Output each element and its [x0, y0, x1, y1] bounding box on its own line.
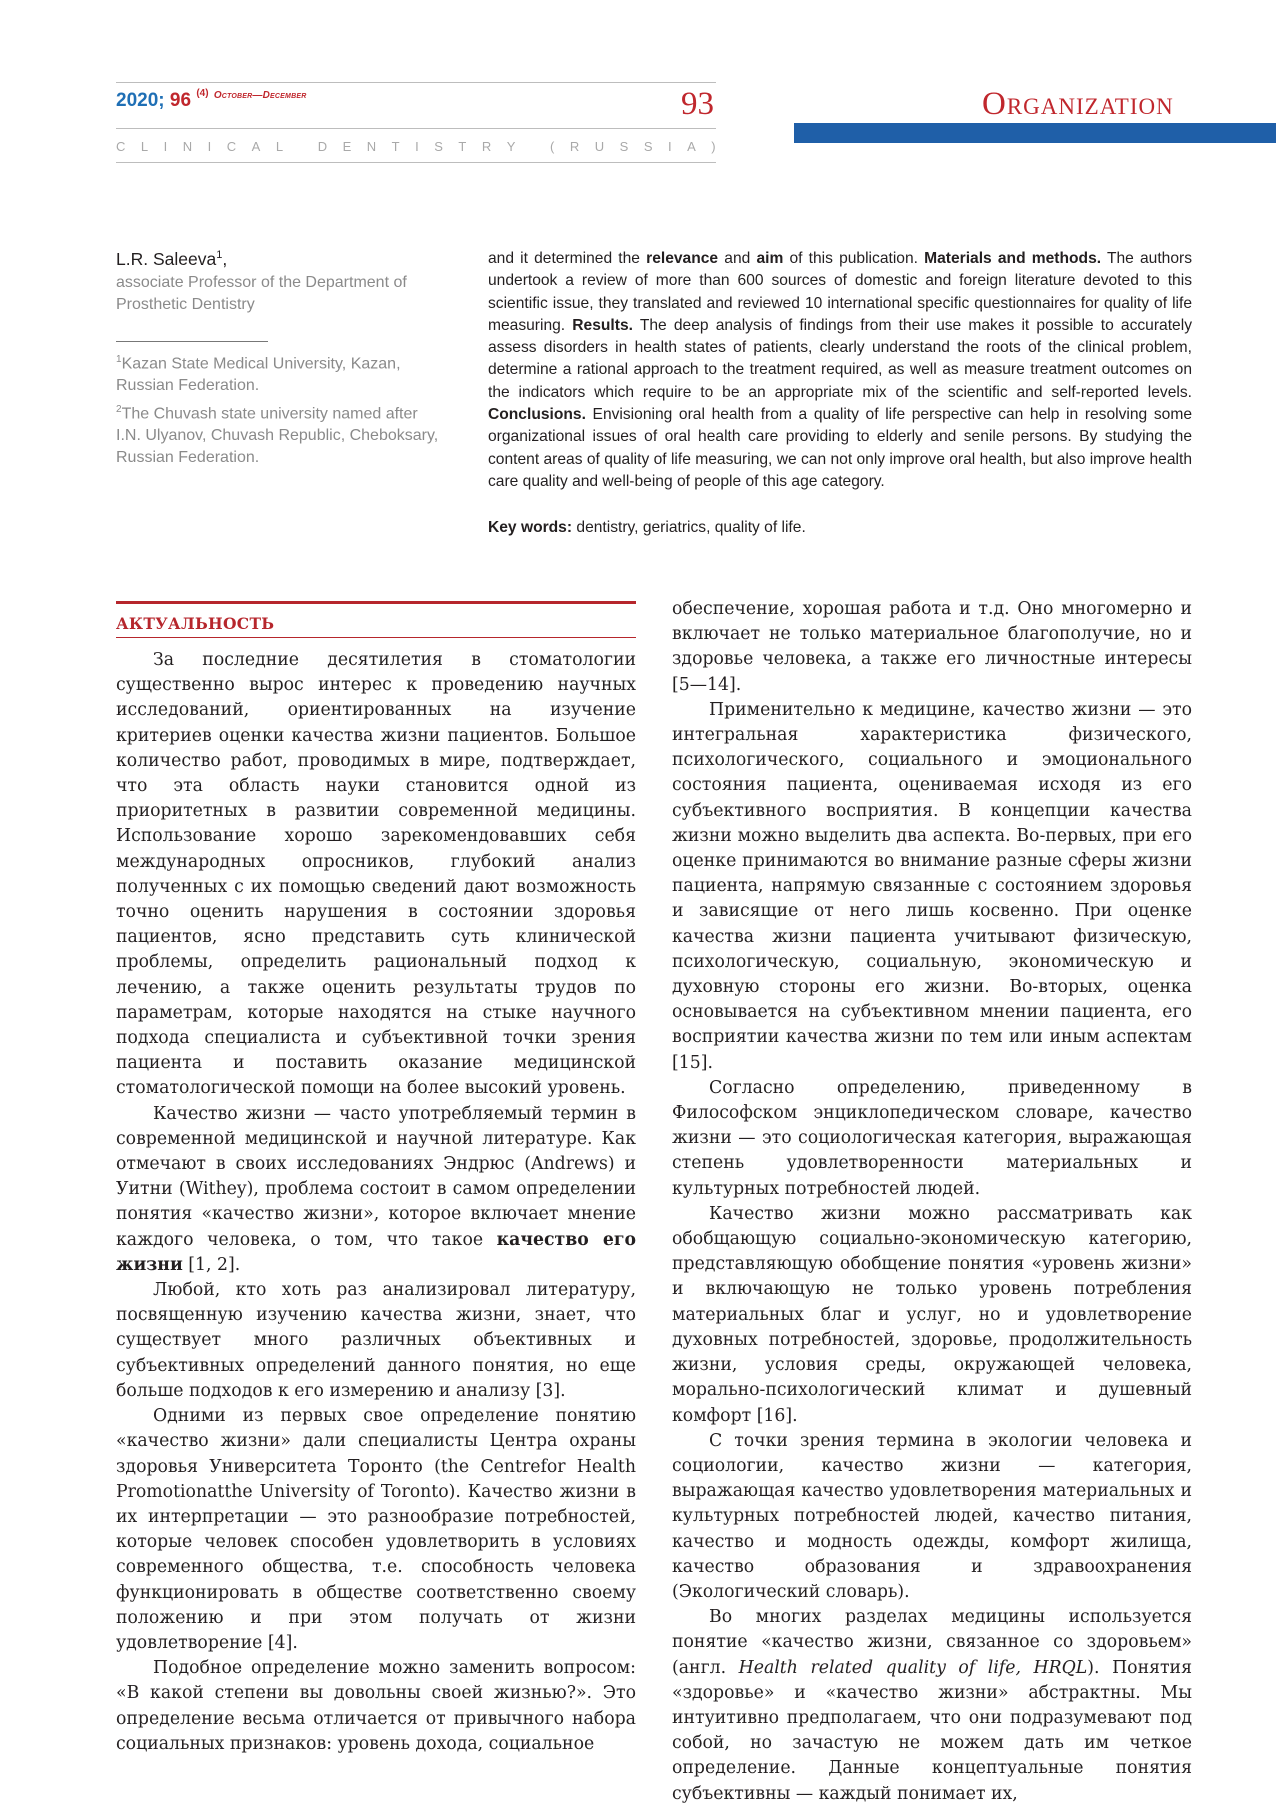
paragraph-continued: обеспечение, хорошая работа и т.д. Оно многомерно и включает не только материальное благополучие, но и здоровье человека, а также его личностные интересы [5—14]. — [672, 599, 1192, 695]
affiliation-2 — [116, 399, 446, 469]
journal-letter — [299, 139, 303, 154]
keywords — [488, 519, 806, 537]
section-color-bar — [794, 123, 1276, 143]
abstract-text: of this publication. — [783, 250, 925, 267]
journal-letter: ) — [711, 139, 716, 154]
journal-letter: L — [140, 139, 149, 154]
paragraph-text: ). Понятия «здоровье» и «качество жизни» абстрактны. Мы интуитивно предполагаем, что они подразумевают под собой, но зачастую не можем дать им четкое определение. Данные концептуальные понятия субъективны — каждый понимает их, — [672, 1657, 1192, 1804]
journal-letter: E — [342, 139, 352, 154]
paragraph-emphasis: качество его жизни — [116, 1229, 636, 1275]
abstract-bold: relevance — [646, 250, 719, 267]
affiliation-2-text: The Chuvash state university named after I.N. Ulyanov, Chuvash Republic, Cheboksary, Russian Federation. — [116, 405, 439, 467]
journal-letter: D — [317, 139, 328, 154]
journal-letter: S — [434, 139, 443, 154]
affiliation-1-sup: 1 — [116, 354, 122, 365]
body-column-left — [116, 648, 636, 1757]
issue-volume: 96 — [169, 90, 192, 111]
author-name-text: L.R. Saleeva — [116, 249, 217, 269]
abstract — [488, 248, 1192, 493]
abstract-text: and — [718, 250, 757, 267]
abstract-bold: aim — [756, 250, 784, 267]
page-number: 93 — [681, 86, 714, 122]
journal-letter: I — [163, 139, 168, 154]
abstract-heading-conclusions: Conclusions. — [488, 406, 586, 424]
paragraph — [672, 1605, 1192, 1807]
paragraph: Одними из первых свое определение понятию «качество жизни» дали специалисты Центра охраны здоровья Университета Торонто (the Centrefor Health Promotionatthe University of Toronto). Качество жизни в их интерпретации — это разнообразие потребностей, которые человек способен удовлетворить в условиях современного общества, т.е. способность человека функционировать в обществе соответственно своему положению и при этом получать от жизни удовлетворение [4]. — [116, 1406, 636, 1653]
section-name: Organization — [982, 86, 1174, 122]
paragraph: С точки зрения термина в экологии человека и социологии, качество жизни — категория, выражающая качество удовлетворения материальных и культурных потребностей людей, качество питания, качество и модность одежды, комфорт жилища, качество образования и здравоохранения (Экологический словарь). — [672, 1430, 1192, 1602]
affiliation-2-sup: 2 — [116, 404, 122, 415]
section-rule-bottom — [116, 637, 636, 638]
abstract-text: The authors undertook a review of more than 600 sources of domestic and foreign literature devoted to this scientific issue, they translated and reviewed 10 international specific questionnaires for quality of life measuring. — [488, 250, 1193, 334]
paragraph: За последние десятилетия в стоматологии существенно вырос интерес к проведению научных исследований, ориентированных на изучение критериев оценки качества жизни пациентов. Большое количество работ, проводимых в мире, подтверждает, что эта область науки становится одной из приоритетных в развитии современной медицины. Использование хорошо зарекомендовавших себя международных опросников, глубокий анализ полученных с их помощью сведений дают возможность точно оценить нарушения в состоянии здоровья пациентов, ясно представить суть клинической проблемы, определить рациональный подход к лечению, а также оценить результаты трудов по параметрам, которые находятся на стыке научного подхода специалиста и субъективной точки зрения пациента и поставить оказание медицинской стоматологической помощи на более высокий уровень. — [116, 650, 636, 1099]
header-top-rule — [116, 82, 716, 83]
issue-info — [116, 90, 306, 112]
journal-letter — [531, 139, 535, 154]
paragraph-text: Во многих разделах медицины используется понятие «качество жизни, связанное со здоровьем» (англ. — [672, 1607, 1192, 1678]
paragraph-italic: Health related quality of life, HRQL — [738, 1657, 1088, 1678]
body-column-right — [672, 597, 1192, 1807]
journal-letter: T — [391, 139, 400, 154]
journal-letter: I — [415, 139, 419, 154]
affiliation-1-text: Kazan State Medical University, Kazan, Russian Federation. — [116, 355, 401, 395]
affiliation-1 — [116, 349, 446, 397]
journal-letter: S — [643, 139, 653, 154]
journal-letter: ( — [550, 139, 555, 154]
issue-year: 2020; — [116, 90, 165, 111]
author-name — [116, 249, 227, 270]
affiliation-rule — [116, 341, 268, 342]
abstract-text: and it determined the — [488, 250, 647, 267]
author-position: associate Professor of the Department of Prosthetic Dentistry — [116, 274, 407, 313]
journal-letter: R — [569, 139, 580, 154]
abstract-heading-results: Results. — [572, 316, 633, 334]
paragraph-text: Качество жизни — часто употребляемый термин в современной медицинской и научной литературе. Как отмечают в своих исследованиях Эндрюс (Andrews) и Уитни (Withey), проблема состоит в самом определении понятия «качество жизни», которое включает мнение каждого человека, о том, что такое — [116, 1103, 636, 1250]
paragraph — [116, 1102, 636, 1278]
journal-letter: N — [182, 139, 193, 154]
author-sup: 1 — [216, 249, 223, 262]
journal-letter: A — [687, 139, 696, 154]
journal-letter: S — [619, 139, 629, 154]
keywords-text: dentistry, geriatrics, quality of life. — [572, 519, 806, 536]
abstract-heading-methods: Materials and methods. — [924, 250, 1102, 267]
header-bottom-rule — [116, 162, 716, 163]
journal-letter: I — [207, 139, 212, 154]
paragraph: Согласно определению, приведенному в Философском энциклопедическом словаре, качество жизни — это социологическая категория, выражающая степень удовлетворенности материальных и культурных потребностей людей. — [672, 1077, 1192, 1199]
journal-letter: C — [226, 139, 237, 154]
paragraph: Любой, кто хоть раз анализировал литературу, посвященную изучению качества жизни, знает, что существует много различных объективных и субъективных определений данного понятия, но еще больше подходов к его измерению и анализу [3]. — [116, 1280, 636, 1401]
journal-letter: R — [481, 139, 492, 154]
author-suffix: , — [222, 249, 228, 269]
section-rule-top — [116, 601, 636, 604]
journal-letter: I — [668, 139, 672, 154]
journal-letter: N — [366, 139, 377, 154]
journal-letter: T — [458, 139, 467, 154]
issue-period: October—December — [213, 90, 307, 101]
issue-number: (4) — [196, 88, 209, 99]
abstract-text: The deep analysis of findings from their use makes it possible to accurately assess disorders in health states of patients, clearly understand the roots of the clinical problem, determine a rational approach to the treatment required, as well as measure treatment outcomes on the indicators which require to be an appropriate mix of the scientific and self-reported levels. — [488, 316, 1192, 401]
paragraph: Применительно к медицине, качество жизни — это интегральная характеристика физического, психологического, социального и эмоционального состояния пациента, оцениваемая исходя из его субъективного восприятия. В концепции качества жизни можно выделить два аспекта. Во-первых, при его оценке принимаются во внимание разные сферы жизни пациента, напрямую связанные с состоянием здоровья и зависящие от него лишь косвенно. При оценке качества жизни пациента учитывают физическую, психологическую, социальную, экономическую и духовную стороны его жизни. Во-вторых, оценка основывается на субъективном мнении пациента, его восприятии качества жизни по тем или иным аспектам [15]. — [672, 699, 1192, 1073]
paragraph-text: [1, 2]. — [182, 1254, 241, 1275]
paragraph: Качество жизни можно рассматривать как обобщающую социально-экономическую категорию, представляющую обобщение понятия «уровень жизни» и включающую не только уровень потребления материальных благ и услуг, но и удовлетворение духовных потребностей, здоровье, продолжительность жизни, условия среды, окружающей человека, морально-психологический климат и душевный комфорт [16]. — [672, 1203, 1192, 1426]
section-title: АКТУАЛЬНОСТЬ — [116, 614, 275, 633]
abstract-text: Envisioning oral health from a quality of life perspective can help in resolving some organizational issues of oral health care providing to elderly and senile persons. By studying the content areas of quality of life measuring, we can not only improve oral health, but also improve health care quality and well-being of people of this age category. — [488, 406, 1192, 490]
journal-letter: L — [275, 139, 284, 154]
journal-name — [116, 139, 716, 154]
journal-letter: C — [116, 139, 126, 154]
journal-letter: U — [594, 139, 605, 154]
header-middle-rule — [116, 128, 716, 129]
paragraph: Подобное определение можно заменить вопросом: «В какой степени вы довольны своей жизнью?». Это определение весьма отличается от привычного набора социальных признаков: уровень дохода, социальное — [116, 1658, 636, 1754]
journal-letter: Y — [506, 139, 516, 154]
keywords-label: Key words: — [488, 519, 573, 536]
journal-letter: A — [251, 139, 261, 154]
